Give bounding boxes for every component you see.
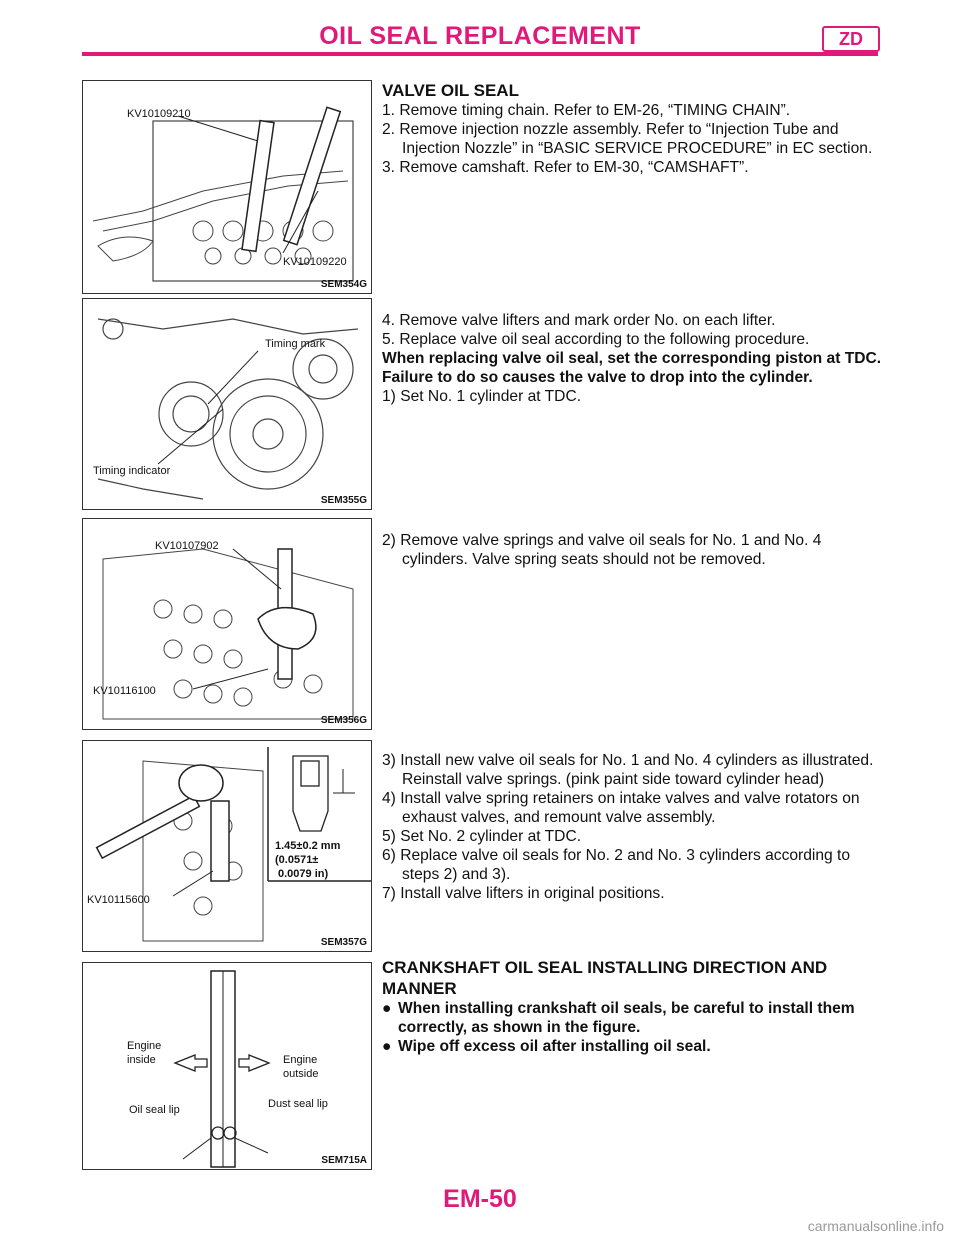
figure-oil-seal-illustration [83, 741, 372, 952]
tool-label-top: KV10109210 [127, 108, 191, 120]
warning-text: When replacing valve oil seal, set the corresponding piston at TDC. Failure to do so causes the valve to drop into the cylinder. [382, 350, 882, 386]
dimension-inch: (0.0571± [275, 854, 319, 866]
step-5: 5. Replace valve oil seal according to the following procedure. [382, 331, 810, 348]
substep-2: 2) Remove valve springs and valve oil seals for No. 1 and No. 4 cylinders. Valve spring seats should not be removed. [382, 532, 822, 568]
watermark: carmanualsonline.info [807, 1218, 944, 1234]
step-4: 4. Remove valve lifters and mark order No. on each lifter. [382, 312, 776, 329]
label-engine-outside-2: outside [283, 1068, 319, 1080]
bullet-item [382, 999, 882, 1037]
valve-oil-seal-section [382, 80, 882, 177]
substep-1: 1) Set No. 1 cylinder at TDC. [382, 388, 582, 405]
label-dust-seal-lip: Dust seal lip [268, 1098, 328, 1110]
label-engine-inside-2: inside [127, 1054, 156, 1066]
valve-substeps-3-7 [382, 751, 882, 903]
substep-7: 7) Install valve lifters in original positions. [382, 885, 665, 902]
valve-substep-2-block [382, 531, 882, 569]
figure-code: SEM715A [321, 1155, 367, 1166]
crankshaft-section [382, 957, 882, 1056]
section-title: CRANKSHAFT OIL SEAL INSTALLING DIRECTION AND MANNER [382, 958, 828, 998]
substep-4: 4) Install valve spring retainers on intake valves and valve rotators on exhaust valves, and remount valve assembly. [382, 790, 860, 826]
label-timing-mark: Timing mark [265, 338, 326, 350]
figure-code: SEM357G [320, 937, 367, 948]
step-2: 2. Remove injection nozzle assembly. Refer to “Injection Tube and Injection Nozzle” in “BASIC SERVICE PROCEDURE” in EC section. [382, 121, 873, 157]
figure-oil-seal-install [82, 740, 372, 952]
figure-timing-illustration [83, 299, 372, 510]
figure-crankshaft-seal-illustration [83, 963, 372, 1170]
tool-label-bottom: KV10109220 [283, 256, 347, 268]
bullet-text: Wipe off excess oil after installing oil seal. [398, 1038, 711, 1055]
step-3: 3. Remove camshaft. Refer to EM-30, “CAMSHAFT”. [382, 159, 749, 176]
valve-steps-continued [382, 311, 882, 406]
figure-code: SEM354G [320, 279, 367, 290]
bullet-icon: ● [382, 1038, 392, 1055]
tool-label-top: KV10107902 [155, 540, 219, 552]
figure-camshaft-tool [82, 80, 372, 294]
figure-camshaft-illustration [83, 81, 372, 294]
dimension-tolerance: 0.0079 in) [278, 868, 329, 880]
header-rule [82, 52, 878, 56]
figure-valve-spring-tool [82, 518, 372, 730]
label-engine-outside-1: Engine [283, 1054, 318, 1066]
figure-valve-spring-illustration [83, 519, 372, 730]
label-oil-seal-lip: Oil seal lip [129, 1104, 180, 1116]
figure-code: SEM356G [320, 715, 367, 726]
dimension-value: 1.45±0.2 mm [275, 840, 341, 852]
figure-timing-mark [82, 298, 372, 510]
substep-3: 3) Install new valve oil seals for No. 1 and No. 4 cylinders as illustrated. Reinstall valve springs. (pink paint side toward cylinder head) [382, 752, 874, 788]
figure-crankshaft-seal [82, 962, 372, 1170]
tool-label-bottom: KV10116100 [93, 685, 156, 697]
figure-code: SEM355G [320, 495, 367, 506]
substep-6: 6) Replace valve oil seals for No. 2 and No. 3 cylinders according to steps 2) and 3). [382, 847, 851, 883]
page-header-title: OIL SEAL REPLACEMENT [319, 22, 641, 50]
label-engine-inside-1: Engine [127, 1040, 162, 1052]
bullet-text: When installing crankshaft oil seals, be careful to install them correctly, as shown in the figure. [398, 1000, 855, 1036]
engine-code-badge: ZD [822, 26, 880, 52]
section-title: VALVE OIL SEAL [382, 81, 519, 100]
tool-label: KV10115600 [87, 894, 150, 906]
substep-5: 5) Set No. 2 cylinder at TDC. [382, 828, 582, 845]
bullet-icon: ● [382, 1000, 392, 1017]
label-timing-indicator: Timing indicator [93, 465, 171, 477]
bullet-item [382, 1037, 882, 1056]
step-1: 1. Remove timing chain. Refer to EM-26, “TIMING CHAIN”. [382, 102, 791, 119]
page-number: EM-50 [443, 1185, 517, 1213]
